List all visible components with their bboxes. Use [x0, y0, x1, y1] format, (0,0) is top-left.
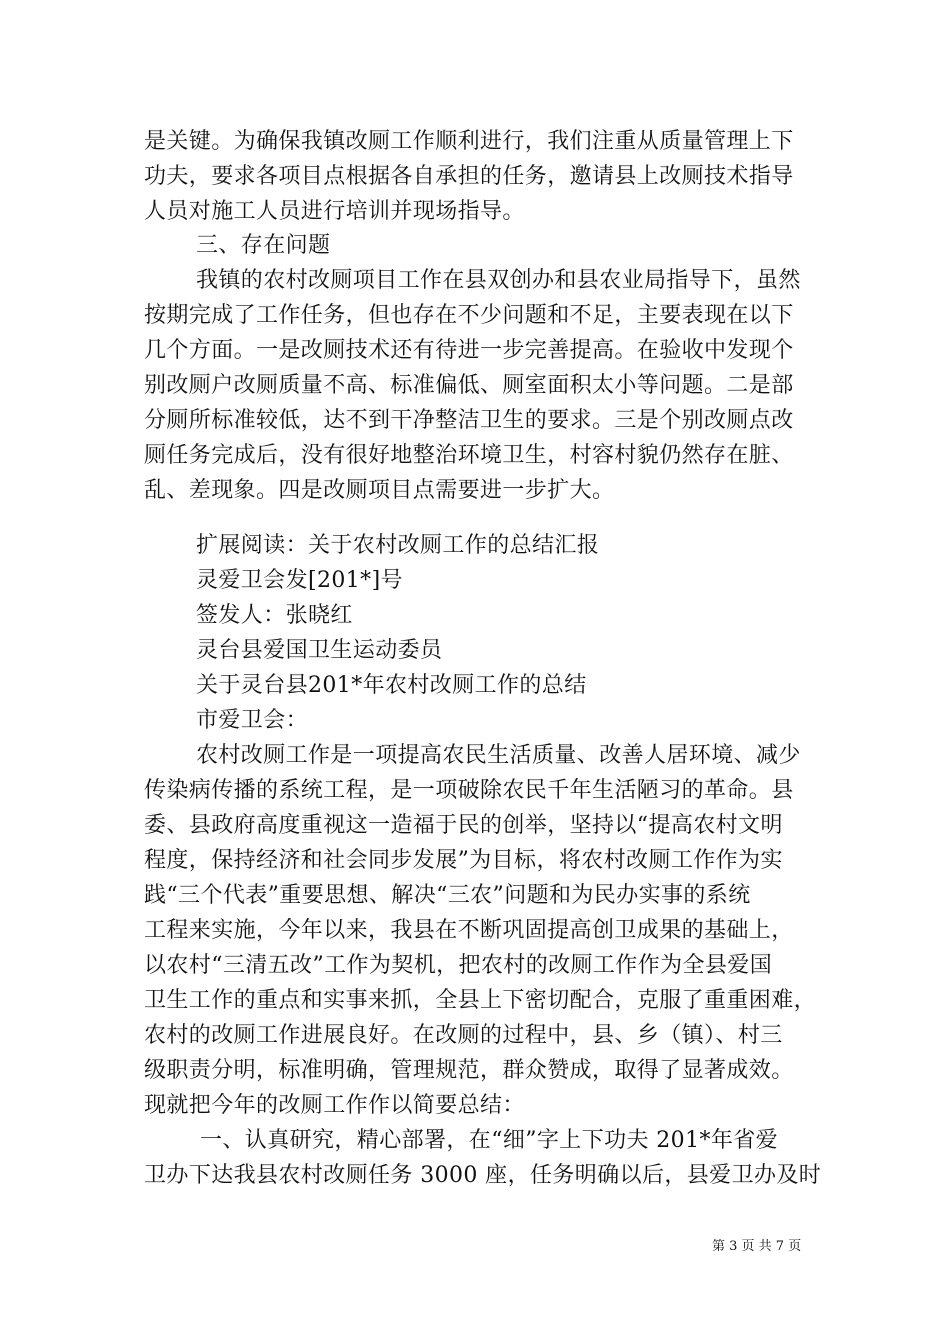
section-heading-problems: 三、存在问题 — [196, 233, 331, 258]
text-line-22: 践“三个代表”重要思想、解决“三农”问题和为民办实事的系统 — [144, 883, 751, 908]
text-line-21: 程度，保持经济和社会同步发展”为目标，将农村改厕工作作为实 — [144, 848, 783, 873]
text-line-30: 卫办下达我县农村改厕任务 3000 座，任务明确以后，县爱卫办及时 — [144, 1163, 822, 1188]
text-line-25: 卫生工作的重点和实事来抓，全县上下密切配合，克服了重重困难， — [144, 988, 817, 1013]
document-number: 灵爱卫会发[201*]号 — [196, 568, 403, 593]
text-line-9: 分厕所标准较低，达不到干净整洁卫生的要求。三是个别改厕点改 — [144, 408, 794, 433]
issuer: 签发人：张晓红 — [196, 603, 353, 628]
text-line-6: 按期完成了工作任务，但也存在不少问题和不足，主要表现在以下 — [144, 303, 794, 328]
text-line-20: 委、县政府高度重视这一造福于民的创举，坚持以“提高农村文明 — [144, 813, 783, 838]
text-line-5: 我镇的农村改厕项目工作在县双创办和县农业局指导下，虽然 — [196, 268, 801, 293]
text-line-23: 工程来实施，今年以来，我县在不断巩固提高创卫成果的基础上， — [144, 918, 794, 943]
text-line-28: 现就把今年的改厕工作作以简要总结： — [144, 1093, 525, 1118]
text-line-11: 乱、差现象。四是改厕项目点需要进一步扩大。 — [144, 478, 615, 503]
text-line-8: 别改厕户改厕质量不高、标准偏低、厕室面积太小等问题。二是部 — [144, 373, 794, 398]
report-title: 关于灵台县201*年农村改厕工作的总结 — [196, 673, 587, 698]
text-line-7: 几个方面。一是改厕技术还有待进一步完善提高。在验收中发现个 — [144, 338, 794, 363]
text-line-10: 厕任务完成后，没有很好地整治环境卫生，村容村貌仍然存在脏、 — [144, 443, 794, 468]
recipient: 市爱卫会： — [196, 708, 309, 733]
text-line-19: 传染病传播的系统工程，是一项破除农民千年生活陋习的革命。县 — [144, 778, 794, 803]
text-line-27: 级职责分明，标准明确，管理规范，群众赞成，取得了显著成效。 — [144, 1058, 794, 1083]
text-line-3: 人员对施工人员进行培训并现场指导。 — [144, 199, 525, 224]
text-line-26: 农村的改厕工作进展良好。在改厕的过程中，县、乡（镇）、村三 — [144, 1023, 783, 1048]
section-heading-research: 一、认真研究，精心部署，在“细”字上下功夫 201*年省爱 — [200, 1128, 779, 1153]
text-line-2: 功夫，要求各项目点根据各自承担的任务，邀请县上改厕技术指导 — [144, 164, 794, 189]
committee-name: 灵台县爱国卫生运动委员 — [196, 638, 443, 663]
page-number-footer: 第 3 页 共 7 页 — [712, 1239, 802, 1254]
text-line-1: 是关键。为确保我镇改厕工作顺利进行，我们注重从质量管理上下 — [144, 129, 794, 154]
text-line-18: 农村改厕工作是一项提高农民生活质量、改善人居环境、减少 — [196, 743, 801, 768]
text-line-24: 以农村“三清五改”工作为契机，把农村的改厕工作作为全县爱国 — [144, 953, 773, 978]
extended-reading-title: 扩展阅读：关于农村改厕工作的总结汇报 — [196, 533, 600, 558]
